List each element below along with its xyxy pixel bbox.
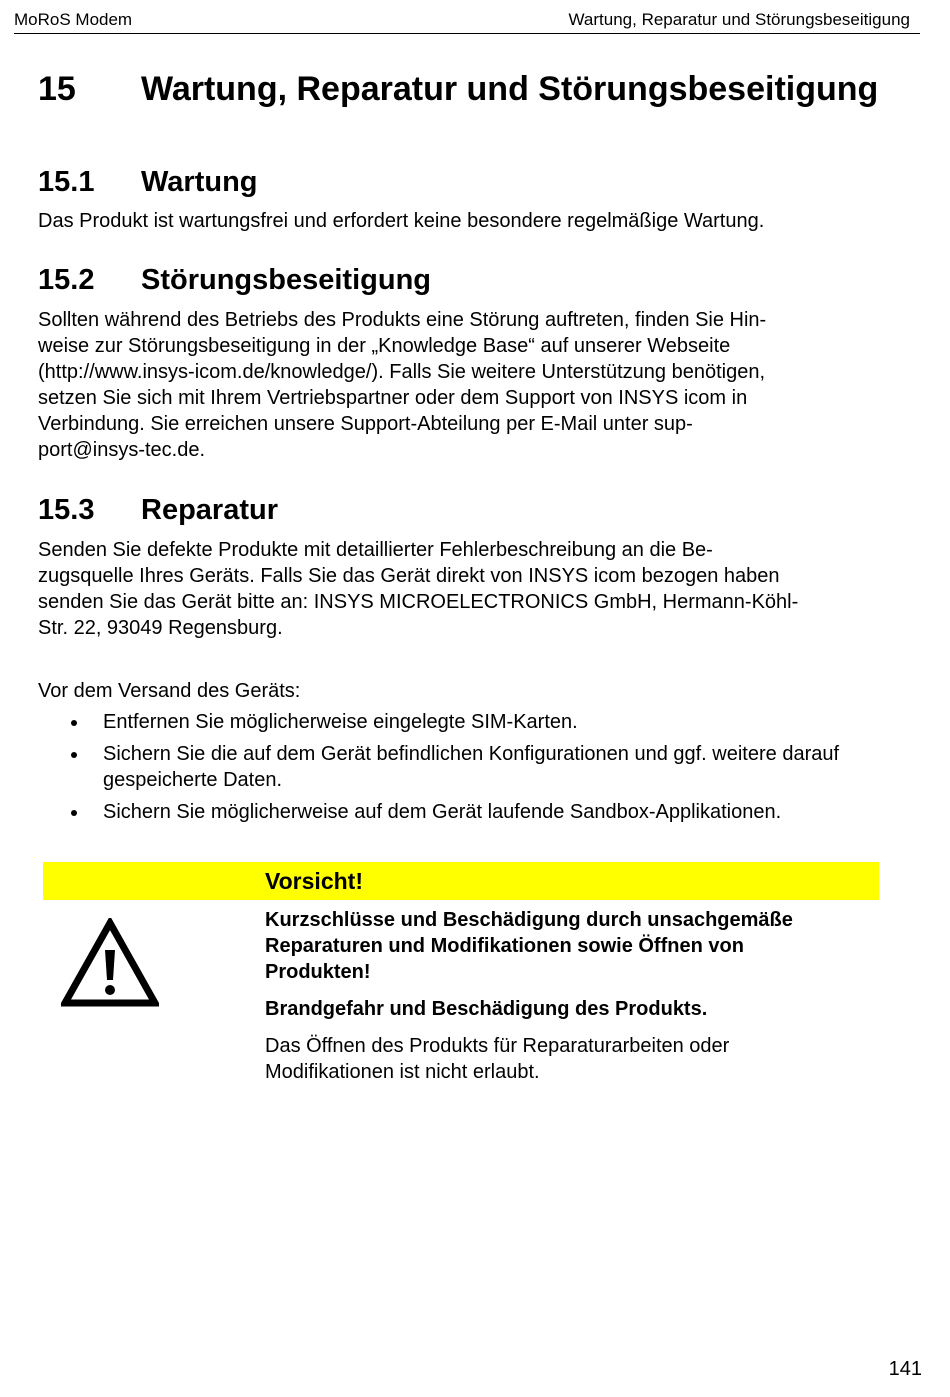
section-heading-reparatur [38,494,278,527]
text-line: Verbindung. Sie erreichen unsere Support-Abteilung per E-Mail unter sup- [38,413,693,435]
warning-hazard [265,907,885,985]
text-line: (http://www.insys-icom.de/knowledge/). Falls Sie weitere Unterstützung benötigen, [38,361,766,383]
section-body-wartung [38,208,888,234]
page-header [14,7,920,34]
shipping-intro: Vor dem Versand des Geräts: [38,680,301,702]
text-line: Das Öffnen des Produkts für Reparaturarbeiten oder [265,1035,730,1057]
header-chapter-title: Wartung, Reparatur und Störungsbeseitigung [568,10,910,29]
warning-consequence: Brandgefahr und Beschädigung des Produkts. [265,998,708,1020]
warning-triangle-icon [61,918,159,1008]
text-line: Das Produkt ist wartungsfrei und erfordert keine besondere regelmäßige Wartung. [38,210,765,232]
warning-title: Vorsicht! [265,868,363,894]
text-line: Modifikationen ist nicht erlaubt. [265,1061,540,1083]
list-item: Entfernen Sie möglicherweise eingelegte SIM-Karten. [38,709,888,735]
text-line: port@insys-tec.de. [38,439,206,461]
section-number: 15.1 [38,166,95,198]
shipping-checklist [38,709,888,831]
text-line: Reparaturen und Modifikationen sowie Öffnen von [265,935,744,957]
text-line: Str. 22, 93049 Regensburg. [38,617,283,639]
text-line: Produkten! [265,961,371,983]
text-line: setzen Sie sich mit Ihrem Vertriebspartner oder dem Support von INSYS icom in [38,387,748,409]
page-number: 141 [888,1358,922,1380]
chapter-number: 15 [38,70,76,108]
section-title: Reparatur [141,494,278,526]
list-item: Sichern Sie die auf dem Gerät befindlichen Konfigurationen und ggf. weitere darauf gespeicherte Daten. [38,741,888,793]
chapter-title: Wartung, Reparatur und Störungsbeseitigung [141,70,879,108]
section-number: 15.3 [38,494,95,526]
text-line: Senden Sie defekte Produkte mit detaillierter Fehlerbeschreibung an die Be- [38,539,713,561]
chapter-heading [38,70,878,109]
text-line: weise zur Störungsbeseitigung in der „Knowledge Base“ auf unserer Webseite [38,335,731,357]
section-body-stoerungsbeseitigung [38,307,888,463]
section-heading-stoerungsbeseitigung [38,264,431,297]
text-line: Kurzschlüsse und Beschädigung durch unsachgemäße [265,909,793,931]
warning-bar [43,862,879,900]
text-line: zugsquelle Ihres Geräts. Falls Sie das Gerät direkt von INSYS icom bezogen haben [38,565,780,587]
section-body-reparatur [38,537,888,641]
section-title: Wartung [141,166,258,198]
section-heading-wartung [38,166,258,199]
section-title: Störungsbeseitigung [141,264,431,296]
header-document-title: MoRoS Modem [14,10,133,29]
warning-instruction [265,1033,885,1085]
list-item: Sichern Sie möglicherweise auf dem Gerät laufende Sandbox-Applikationen. [38,799,888,825]
section-number: 15.2 [38,264,95,296]
text-line: senden Sie das Gerät bitte an: INSYS MICROELECTRONICS GmbH, Hermann-Köhl- [38,591,799,613]
text-line: Sollten während des Betriebs des Produkts eine Störung auftreten, finden Sie Hin- [38,309,767,331]
